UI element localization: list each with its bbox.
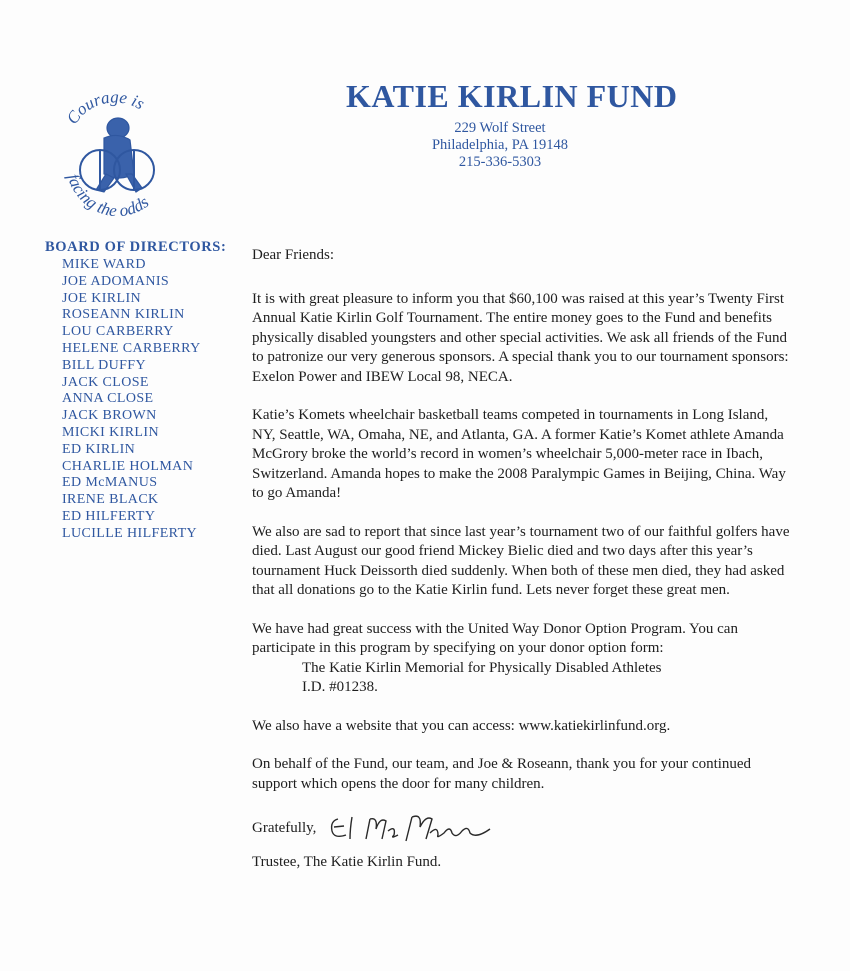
board-member: MICKI KIRLIN [62,424,159,440]
board-member: JACK CLOSE [62,374,149,390]
paragraph-thanks: On behalf of the Fund, our team, and Joe & Roseann, thank you for your continued support which opens the door for many children. [252,756,752,792]
board-member: ED KIRLIN [62,441,136,457]
letterhead-address [380,120,620,171]
board-member: ANNA CLOSE [62,391,154,407]
address-phone: 215-336-5303 [458,154,542,170]
board-member-list [45,257,226,543]
board-member: CHARLIE HOLMAN [62,458,194,474]
donor-option-name: The Katie Kirlin Memorial for Physically Disabled Athletes [302,659,662,676]
board-member: ED HILFERTY [62,508,156,524]
paragraph-tournament: It is with great pleasure to inform you that $60,100 was raised at this year’s Twenty First Annual Katie Kirlin Golf Tournament. The entire money goes to the Fund and benefits physically disabled youngsters and other special activities. We ask all friends of the Fund to patronize our very generous sponsors. A special thank you to our tournament sponsors: Exelon Power and IBEW Local 98, NECA. [252,290,789,385]
board-member: LOU CARBERRY [62,324,174,340]
donor-option-id: I.D. #01238. [302,679,378,695]
closing: Gratefully, [252,820,317,837]
letter-body [252,246,792,892]
address-city: Philadelphia, PA 19148 [431,137,568,153]
board-member: HELENE CARBERRY [62,340,201,356]
board-member: LUCILLE HILFERTY [62,525,198,541]
board-member: BILL DUFFY [62,357,146,373]
board-member: JOE ADOMANIS [62,273,170,289]
paragraph-united-way: We have had great success with the United Way Donor Option Program. You can participate in this program by specifying on your donor option form: [252,620,738,656]
board-member: ROSEANN KIRLIN [62,307,185,323]
board-member: JACK BROWN [62,408,157,424]
closing-row [252,809,792,849]
board-of-directors [45,239,226,543]
signature [326,809,496,849]
svg-text:Courage is [63,87,148,127]
letterhead-title: KATIE KIRLIN FUND [346,78,678,114]
fund-logo [60,86,170,236]
board-member: ED McMANUS [62,475,158,491]
address-street: 229 Wolf Street [454,120,546,136]
logo-text-bottom: facing the odds [63,171,153,221]
board-member: MIKE WARD [62,257,146,272]
paragraph-website: We also have a website that you can access: www.katiekirlinfund.org. [252,717,671,734]
signoff: Trustee, The Katie Kirlin Fund. [252,854,442,870]
greeting: Dear Friends: [252,247,335,263]
logo-text-top: Courage is [62,87,148,128]
board-heading: BOARD OF DIRECTORS: [45,239,227,255]
paragraph-komets: Katie’s Komets wheelchair basketball teams competed in tournaments in Long Island, NY, Seattle, WA, Omaha, NE, and Atlanta, GA. A former Katie’s Komet athlete Amanda McGrory broke the world’s record in women’s wheelchair 5,000-meter race in Ibach, Switzerland. Amanda hopes to make the 2008 Paralympic Games in Beijing, China. Way to go Amanda! [252,407,786,501]
paragraph-memorial: We also are sad to report that since last year’s tournament two of our faithful golfers have died. Last August our good friend Mickey Bielic died and two days after this year’s tournament Huck Deissorth died suddenly. When both of these men died, they had asked that all donations go to the Katie Kirlin fund. Lets never forget these great men. [252,523,790,598]
board-member: IRENE BLACK [62,492,159,508]
wheelchair-athlete-icon [60,86,170,236]
board-member: JOE KIRLIN [62,290,142,306]
